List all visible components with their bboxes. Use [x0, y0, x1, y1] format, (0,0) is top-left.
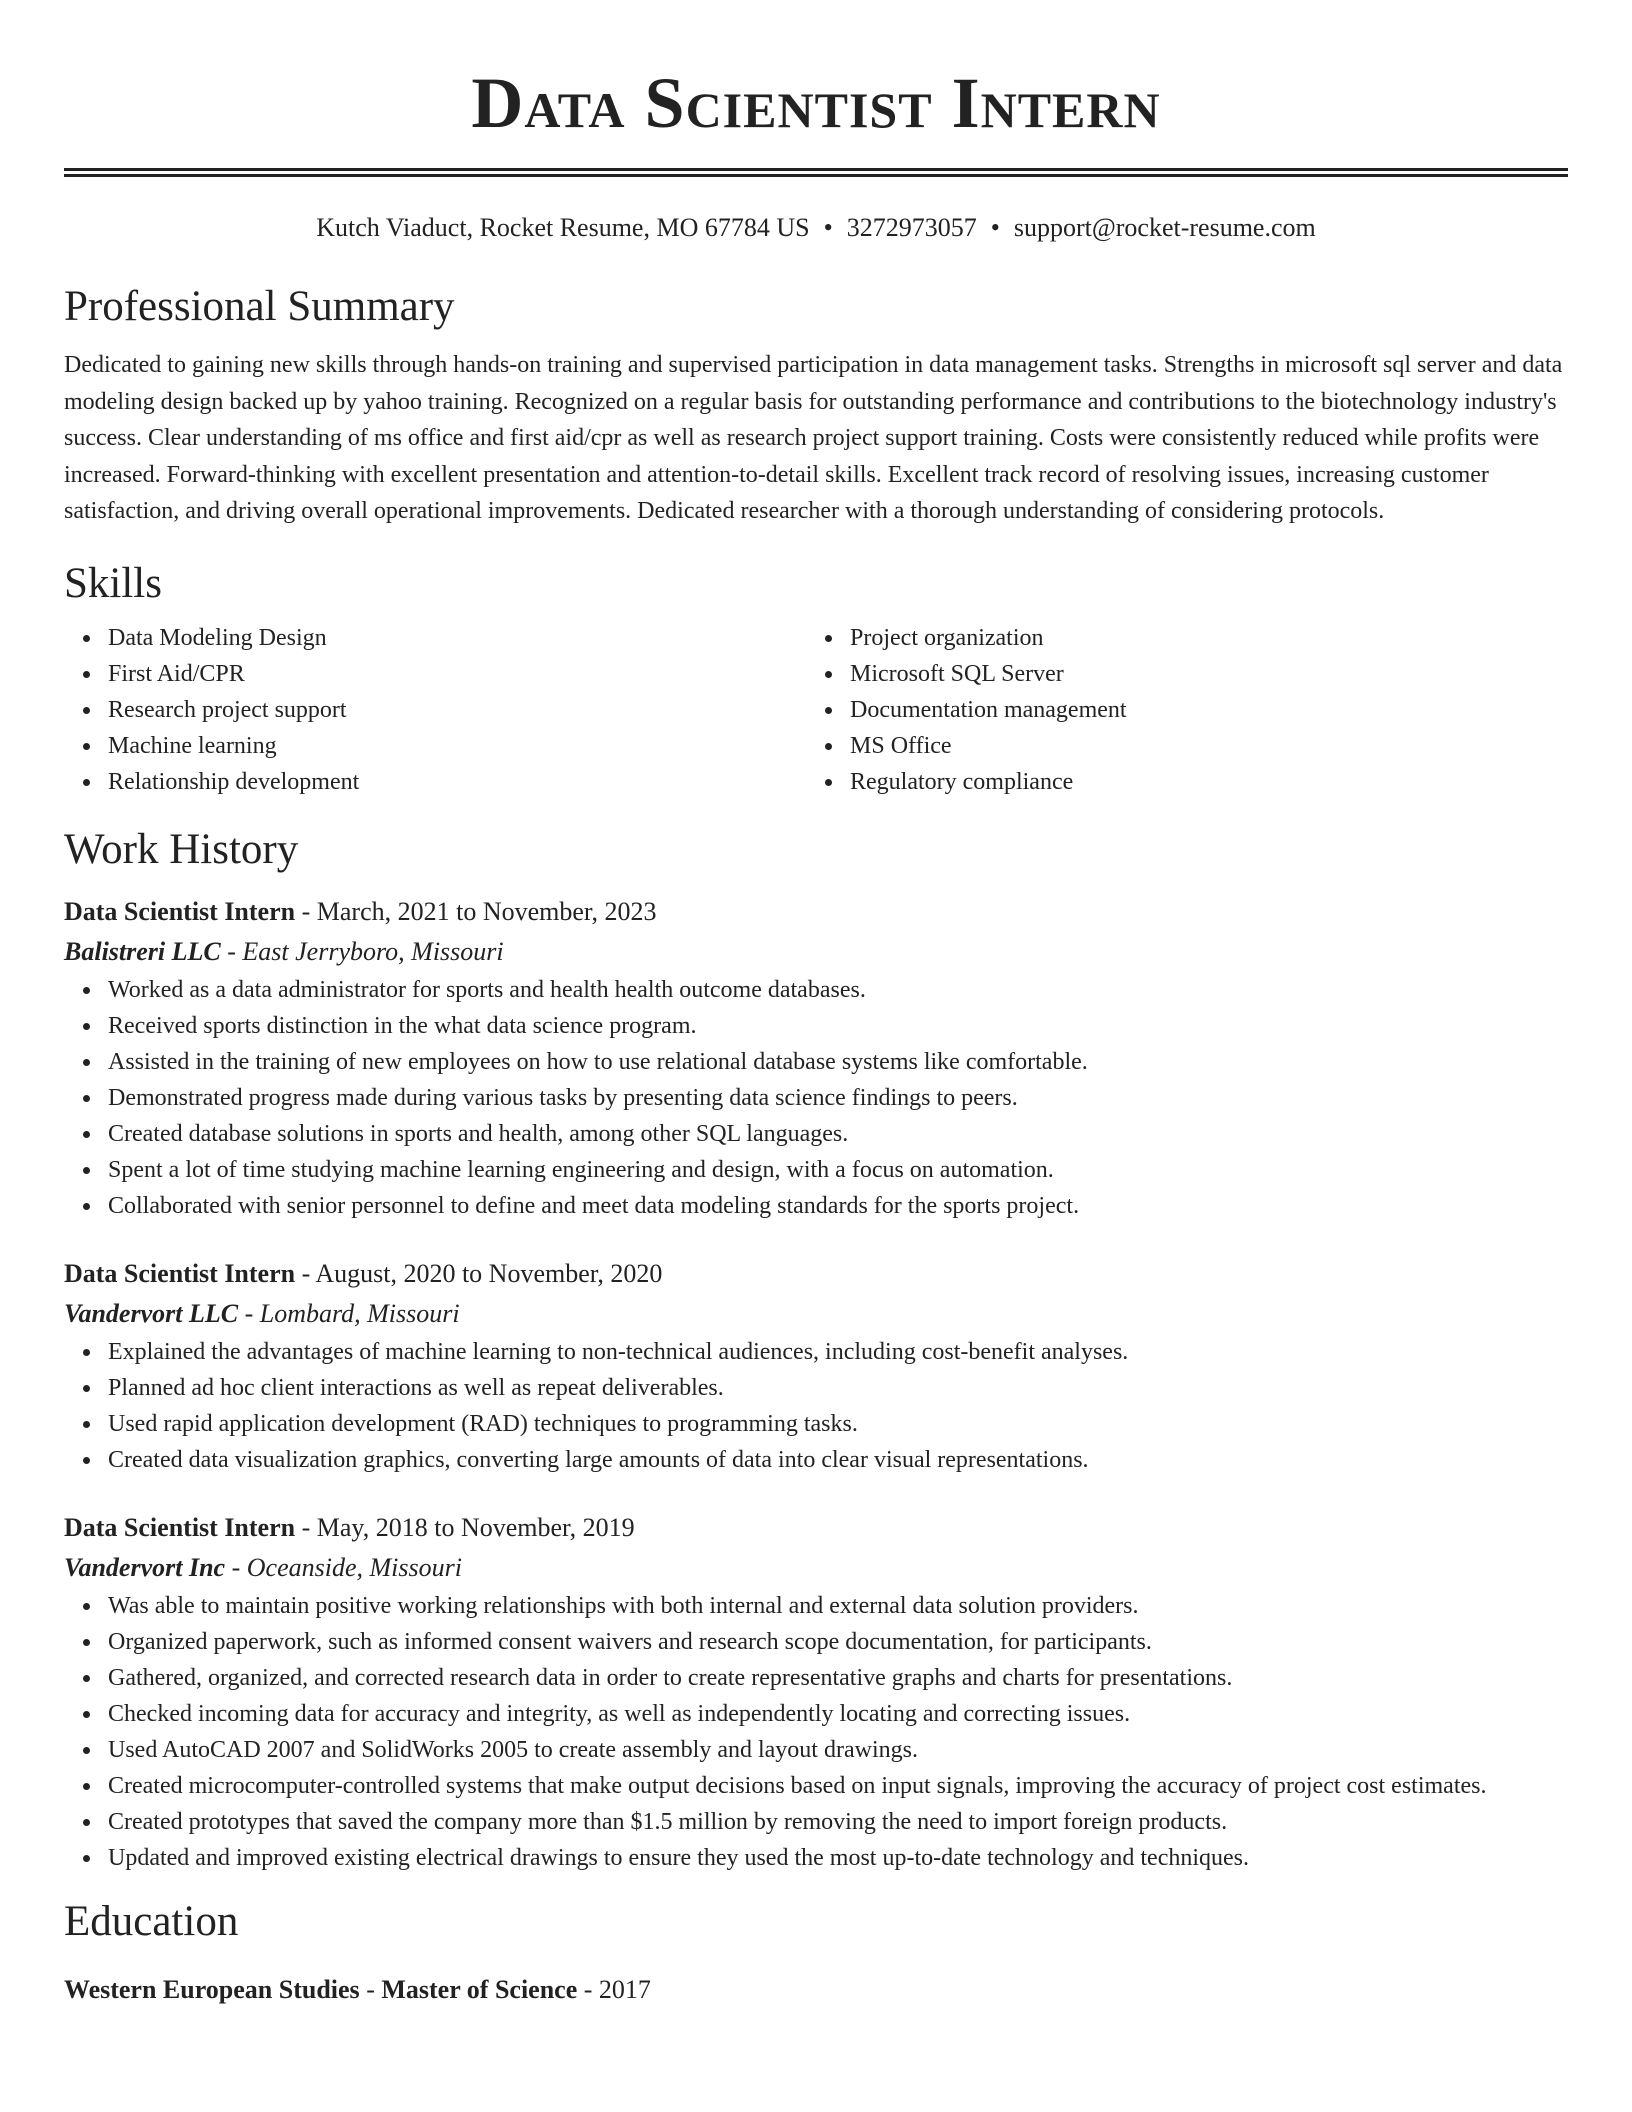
- skills-grid: [64, 620, 1568, 800]
- skill-item: Relationship development: [108, 764, 806, 800]
- job-header: Data Scientist Intern - March, 2021 to November, 2023: [64, 896, 657, 926]
- job-bullet: Demonstrated progress made during various tasks by presenting data science findings to peers.: [108, 1080, 1568, 1116]
- contact-phone: 3272973057: [846, 213, 977, 242]
- job-company-line: Vandervort LLC - Lombard, Missouri: [64, 1298, 460, 1328]
- job-company: Vandervort LLC: [64, 1298, 239, 1328]
- job-company: Vandervort Inc: [64, 1552, 226, 1582]
- job-bullet: Planned ad hoc client interactions as well as repeat deliverables.: [108, 1370, 1568, 1406]
- job-company-line: Balistreri LLC - East Jerryboro, Missouri: [64, 936, 504, 966]
- job-bullet-list: [64, 972, 1568, 1224]
- title-divider: [64, 168, 1568, 177]
- job-bullet: Assisted in the training of new employees on how to use relational database systems like comfortable.: [108, 1044, 1568, 1080]
- skill-item: Project organization: [850, 620, 1548, 656]
- skill-item: Regulatory compliance: [850, 764, 1548, 800]
- summary-text: Dedicated to gaining new skills through hands-on training and supervised participation in data management tasks. Strengths in microsoft sql server and data modeling design backed up by yahoo training. Recognized on a regular basis for outstanding performance and contributions to the biotechnology industry's success. Clear understanding of ms office and first aid/cpr as well as research project support training. Costs were consistently reduced while profits were increased. Forward-thinking with excellent presentation and attention-to-detail skills. Excellent track record of resolving issues, increasing customer satisfaction, and driving overall operational improvements. Dedicated researcher with a thorough understanding of considering protocols.: [64, 352, 1563, 525]
- job-bullet-list: [64, 1334, 1568, 1478]
- skills-column-right: [806, 620, 1548, 800]
- job-bullet: Spent a lot of time studying machine learning engineering and design, with a focus on automation.: [108, 1152, 1568, 1188]
- job-dates: August, 2020 to November, 2020: [315, 1258, 663, 1288]
- summary-heading: Professional Summary: [64, 283, 455, 330]
- education-school: Western European Studies: [64, 1974, 360, 2004]
- skill-item: MS Office: [850, 728, 1548, 764]
- job-bullet: Checked incoming data for accuracy and integrity, as well as independently locating and correcting issues.: [108, 1696, 1568, 1732]
- resume-title: Data Scientist Intern: [471, 63, 1161, 143]
- resume-page: [64, 0, 1568, 2010]
- job-bullet: Organized paperwork, such as informed consent waivers and research scope documentation, for participants.: [108, 1624, 1568, 1660]
- contact-separator: •: [990, 213, 1000, 242]
- job-bullet: Created data visualization graphics, converting large amounts of data into clear visual representations.: [108, 1442, 1568, 1478]
- job-bullet: Updated and improved existing electrical drawings to ensure they used the most up-to-date technology and techniques.: [108, 1840, 1568, 1876]
- job-header: Data Scientist Intern - August, 2020 to November, 2020: [64, 1258, 663, 1288]
- skill-item: Research project support: [108, 692, 806, 728]
- skill-item: First Aid/CPR: [108, 656, 806, 692]
- job-bullet: Received sports distinction in the what data science program.: [108, 1008, 1568, 1044]
- job-bullet: Created microcomputer-controlled systems that make output decisions based on input signals, improving the accuracy of project cost estimates.: [108, 1768, 1568, 1804]
- job-title: Data Scientist Intern: [64, 1512, 296, 1542]
- job-bullet: Collaborated with senior personnel to define and meet data modeling standards for the sports project.: [108, 1188, 1568, 1224]
- job-bullet: Used AutoCAD 2007 and SolidWorks 2005 to create assembly and layout drawings.: [108, 1732, 1568, 1768]
- job-bullet: Explained the advantages of machine learning to non-technical audiences, including cost-benefit analyses.: [108, 1334, 1568, 1370]
- skill-item: Data Modeling Design: [108, 620, 806, 656]
- contact-email: support@rocket-resume.com: [1013, 213, 1316, 242]
- education-heading: Education: [64, 1897, 239, 1945]
- skills-heading: Skills: [64, 559, 162, 607]
- contact-separator: •: [823, 213, 833, 242]
- skills-column-left: [64, 620, 806, 800]
- contact-address: Kutch Viaduct, Rocket Resume, MO 67784 US: [316, 213, 810, 242]
- education-degree: Master of Science: [381, 1974, 578, 2004]
- job-location: Lombard, Missouri: [259, 1298, 460, 1328]
- job-company: Balistreri LLC: [64, 936, 221, 966]
- contact-line: [64, 211, 1568, 245]
- job-company-line: Vandervort Inc - Oceanside, Missouri: [64, 1552, 462, 1582]
- job-title: Data Scientist Intern: [64, 1258, 296, 1288]
- job-bullet: Worked as a data administrator for sports and health health outcome databases.: [108, 972, 1568, 1008]
- job-header: Data Scientist Intern - May, 2018 to November, 2019: [64, 1512, 635, 1542]
- job-bullet: Created prototypes that saved the company more than $1.5 million by removing the need to import foreign products.: [108, 1804, 1568, 1840]
- job-dates: March, 2021 to November, 2023: [316, 896, 657, 926]
- job-bullet: Was able to maintain positive working relationships with both internal and external data solution providers.: [108, 1588, 1568, 1624]
- job-title: Data Scientist Intern: [64, 896, 296, 926]
- skill-item: Documentation management: [850, 692, 1548, 728]
- work-history-heading: Work History: [64, 825, 299, 873]
- job-bullet: Gathered, organized, and corrected research data in order to create representative graphs and charts for presentations.: [108, 1660, 1568, 1696]
- education-entry: Western European Studies - Master of Science - 2017: [64, 1974, 651, 2004]
- job-location: East Jerryboro, Missouri: [242, 936, 504, 966]
- job-bullet: Created database solutions in sports and health, among other SQL languages.: [108, 1116, 1568, 1152]
- job-entry: [64, 892, 1568, 1224]
- job-dates: May, 2018 to November, 2019: [316, 1512, 635, 1542]
- education-year: 2017: [598, 1974, 651, 2004]
- job-entry: [64, 1508, 1568, 1876]
- skill-item: Machine learning: [108, 728, 806, 764]
- job-location: Oceanside, Missouri: [246, 1552, 462, 1582]
- job-bullet: Used rapid application development (RAD) techniques to programming tasks.: [108, 1406, 1568, 1442]
- job-bullet-list: [64, 1588, 1568, 1876]
- job-entry: [64, 1254, 1568, 1478]
- skill-item: Microsoft SQL Server: [850, 656, 1548, 692]
